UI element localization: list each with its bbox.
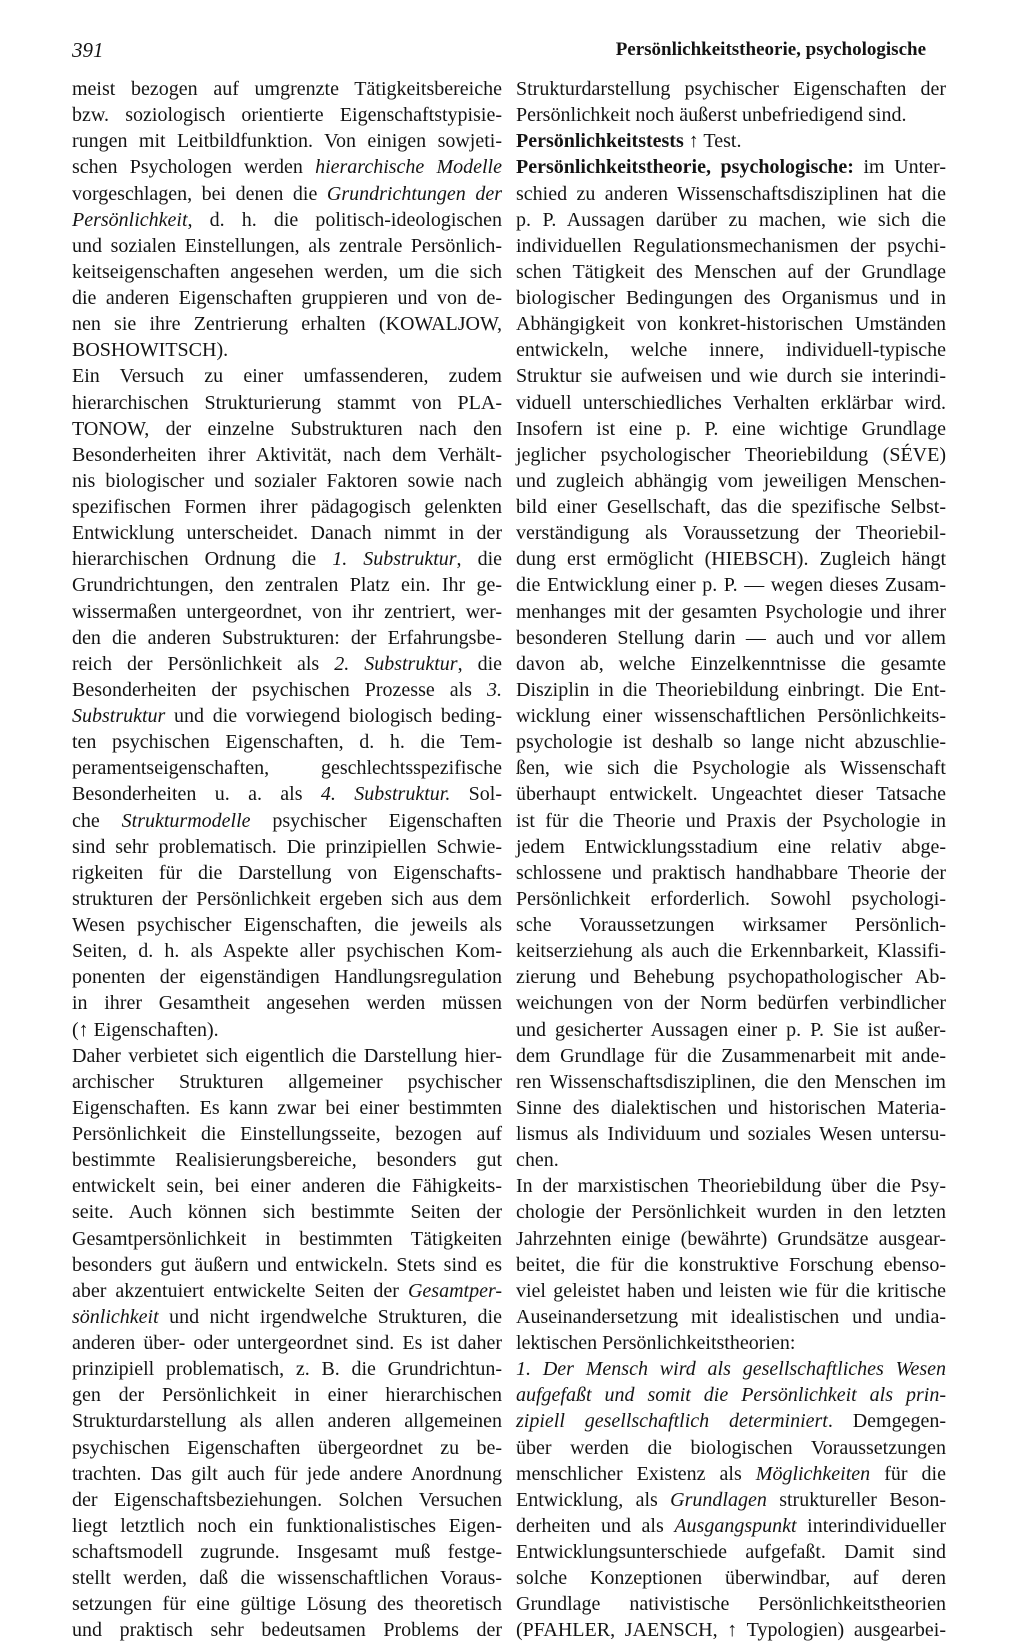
text-line: meist bezogen auf umgrenzte Tätigkeitsbereiche — [72, 78, 502, 100]
text-line: Strukturdarstellung als allen anderen allgemeinen — [72, 1410, 502, 1433]
text-line: 1. Der Mensch wird als gesellschaftliches Wesen — [516, 1358, 946, 1381]
text-line: chen. — [516, 1149, 559, 1172]
text-line: Insofern ist eine p. P. eine wichtige Grundlage — [516, 417, 946, 440]
text-line: davon ab, welche Einzelkenntnisse die gesamte — [516, 652, 946, 675]
text-line: viduell unterschiedliches Verhalten erklärbar wird. — [516, 391, 946, 414]
text-line: schlossene und praktisch handhabbare Theorie der — [516, 861, 946, 884]
text-line: nen sie ihre Zentrierung erhalten (KOWALJOW, — [72, 313, 502, 336]
text-line: sind sehr problematisch. Die prinzipiellen Schwie- — [72, 835, 502, 858]
text-line: Ein Versuch zu einer umfassenderen, zudem — [72, 365, 502, 388]
text-line: jedem Entwicklungsstadium eine relativ abge- — [516, 835, 946, 858]
text-line: verständigung als Voraussetzung der Theoriebil- — [516, 522, 946, 545]
text-line: anderen über- oder untergeordnet sind. Es ist daher — [72, 1332, 502, 1354]
text-line: entwickeln, welche innere, individuell-typische — [516, 339, 946, 362]
text-line: Grundrichtungen, den zentralen Platz ein. Ihr ge- — [72, 574, 502, 597]
text-line: individuellen Regulationsmechanismen der psychi- — [516, 234, 946, 257]
text-line: lismus als Individuum und soziales Wesen untersu- — [516, 1123, 946, 1145]
text-line: keitserziehung als auch die Erkennbarkeit, Klassifi- — [516, 940, 946, 963]
text-line: solche Konzeptionen überwindbar, auf deren — [516, 1567, 946, 1590]
text-line: jeglicher psychologischer Theoriebildung (SÉVE) — [516, 443, 946, 466]
text-line: Substruktur und die vorwiegend biologisch beding- — [72, 705, 502, 727]
text-line: Sinne des dialektischen und historischen Materia- — [516, 1096, 946, 1119]
text-line: aufgefaßt und somit die Persönlichkeit als prin- — [516, 1384, 946, 1407]
text-line: lektischen Persönlichkeitstheorien: — [516, 1332, 796, 1354]
text-line: liegt letztlich noch ein funktionalistisches Eigen- — [72, 1514, 502, 1537]
text-line: psychischen Eigenschaften übergeordnet zu be- — [72, 1436, 502, 1459]
text-line: Gesamtpersönlichkeit in bestimmten Tätigkeiten — [72, 1227, 502, 1250]
text-line: menhanges mit der gesamten Psychologie und ihrer — [516, 600, 946, 623]
running-head: Persönlichkeitstheorie, psychologische — [615, 39, 926, 60]
text-line: derheiten und als Ausgangspunkt interindividueller — [516, 1514, 946, 1537]
text-line: viel geleistet haben und leisten wie für die kritische — [516, 1279, 946, 1302]
text-line: beitet, die für die konstruktive Forschung ebenso- — [516, 1253, 946, 1276]
text-line: seite. Auch können sich bestimmte Seiten der — [72, 1201, 502, 1224]
text-line: und zugleich abhängig vom jeweiligen Menschen- — [516, 469, 946, 492]
text-line: Jahrzehnten einige (bewährte) Grundsätze ausgear- — [516, 1227, 946, 1250]
text-line: und praktisch sehr bedeutsamen Problems der — [72, 1619, 502, 1642]
text-line: den die anderen Substrukturen: der Erfahrungsbe- — [72, 626, 502, 649]
text-line: Disziplin in die Theoriebildung einbringt. Die Ent- — [516, 678, 946, 701]
text-line: Entwicklung unterscheidet. Danach nimmt in der — [72, 522, 502, 545]
text-line: hierarchischen Strukturierung stammt von PLA- — [72, 391, 502, 414]
text-line: setzungen für eine gültige Lösung des theoretisch — [72, 1593, 502, 1616]
text-line: und gesicherter Aussagen einer p. P. Sie ist außer- — [516, 1018, 946, 1041]
text-line: Entwicklungsunterschiede aufgefaßt. Damit sind — [516, 1541, 946, 1563]
text-line: vorgeschlagen, bei denen die Grundrichtungen der — [72, 182, 502, 205]
text-line: p. P. Aussagen darüber zu machen, wie sich die — [516, 208, 946, 231]
text-line: prinzipiell problematisch, z. B. die Grundrichtun- — [72, 1358, 502, 1381]
text-line: besonders gut äußern und entwickeln. Stets sind es — [72, 1253, 502, 1276]
text-line: Persönlichkeitstests ↑ Test. — [516, 130, 742, 153]
text-line: wicklung einer wissenschaftlichen Persönlichkeits- — [516, 705, 946, 727]
text-line: In der marxistischen Theoriebildung über die Psy- — [516, 1175, 946, 1198]
text-line: Wesen psychischer Eigenschaften, die jeweils als — [72, 914, 502, 936]
text-line: archischer Strukturen allgemeiner psychischer — [72, 1070, 502, 1093]
text-line: überhaupt entwickelt. Ungeachtet dieser Tatsache — [516, 783, 946, 806]
text-line: bzw. soziologisch orientierte Eigenschaftstypisie- — [72, 104, 502, 127]
text-line: BOSHOWITSCH). — [72, 339, 229, 362]
page-number: 391 — [72, 38, 104, 62]
text-line: Strukturdarstellung psychischer Eigenschaften der — [516, 78, 946, 100]
text-line: gen der Persönlichkeit in einer hierarchischen — [72, 1384, 502, 1407]
text-line: sönlichkeit und nicht irgendwelche Strukturen, die — [72, 1305, 502, 1328]
text-line: ponenten der eigenständigen Handlungsregulation — [72, 966, 502, 989]
text-line: reich der Persönlichkeit als 2. Substruktur, die — [72, 652, 503, 675]
text-line: dung erst ermöglicht (HIEBSCH). Zugleich hängt — [516, 548, 946, 571]
text-line: peramentseigenschaften, geschlechtsspezifische — [72, 757, 502, 780]
text-line: der Eigenschaftsbeziehungen. Solchen Versuchen — [72, 1488, 502, 1511]
text-line: weichungen von der Norm bedürfen verbindlicher — [516, 992, 946, 1015]
text-line: über werden die biologischen Voraussetzungen — [516, 1436, 946, 1459]
text-line: (↑ Eigenschaften). — [72, 1018, 219, 1041]
left-column — [72, 76, 502, 1644]
text-line: Besonderheiten ihrer Aktivität, nach dem Verhält- — [72, 443, 502, 466]
text-line: menschlicher Existenz als Möglichkeiten für die — [516, 1462, 946, 1485]
text-line: rigkeiten für die Darstellung von Eigenschafts- — [72, 861, 502, 884]
text-line: die anderen Eigenschaften gruppieren und von de- — [72, 287, 502, 309]
text-line: schen Psychologen werden hierarchische Modelle — [72, 156, 502, 179]
text-line: aber akzentuiert entwickelte Seiten der Gesamtper- — [72, 1279, 502, 1302]
text-line: die Entwicklung einer p. P. — wegen dieses Zusam- — [516, 574, 946, 597]
text-line: zierung und Behebung psychopathologischer Ab- — [516, 966, 946, 989]
text-line: entwickelt sein, bei einer anderen die Fähigkeits- — [72, 1175, 502, 1198]
text-line: Daher verbietet sich eigentlich die Darstellung hier- — [72, 1044, 502, 1067]
text-line: psychologie ist deshalb so lange nicht abzuschlie- — [516, 731, 946, 754]
text-line: Grundlage nativistische Persönlichkeitstheorien — [516, 1593, 946, 1616]
text-line: ist für die Theorie und Praxis der Psychologie in — [516, 809, 946, 832]
text-line: zipiell gesellschaftlich determiniert. Demgegen- — [516, 1410, 946, 1433]
text-line: hierarchischen Ordnung die 1. Substruktur, die — [72, 548, 502, 571]
text-line: Besonderheiten der psychischen Prozesse als 3. — [72, 678, 502, 701]
text-line: besonderen Stellung darin — auch und vor allem — [516, 626, 946, 649]
text-line: und sozialen Einstellungen, als zentrale Persönlich- — [72, 234, 502, 257]
text-line: ren Wissenschaftsdisziplinen, die den Menschen im — [516, 1070, 946, 1093]
text-line: biologischer Bedingungen des Organismus und in — [516, 287, 946, 309]
text-line: Abhängigkeit von konkret-historischen Umständen — [516, 313, 946, 336]
text-line: in ihrer Gesamtheit angesehen werden müssen — [72, 992, 502, 1015]
right-column — [516, 76, 946, 1644]
text-line: che Strukturmodelle psychischer Eigenschaften — [72, 809, 502, 832]
text-line: Persönlichkeit noch äußerst unbefriedigend sind. — [516, 104, 907, 127]
text-line: TONOW, der einzelne Substrukturen nach den — [72, 417, 502, 440]
text-line: Auseinandersetzung mit idealistischen und undia- — [516, 1305, 946, 1328]
text-line: spezifischen Formen ihrer pädagogisch gelenkten — [72, 496, 502, 518]
text-line: wissermaßen untergeordnet, von ihr zentriert, wer- — [72, 600, 502, 623]
text-line: keitseigenschaften angesehen werden, um die sich — [72, 260, 502, 283]
text-line: Entwicklung, als Grundlagen struktureller Beson- — [516, 1488, 946, 1511]
text-line: Eigenschaften. Es kann zwar bei einer bestimmten — [72, 1096, 502, 1119]
text-line: bild einer Gesellschaft, das die spezifische Selbst- — [516, 496, 946, 518]
text-line: nis biologischer und sozialer Faktoren sowie nach — [72, 469, 502, 492]
text-line: ßen, wie sich die Psychologie als Wissenschaft — [516, 757, 946, 780]
text-line: trachten. Das gilt auch für jede andere Anordnung — [72, 1462, 502, 1485]
text-line: chologie der Persönlichkeit wurden in den letzten — [516, 1201, 946, 1224]
text-line: rungen mit Leitbildfunktion. Von einigen sowjeti- — [72, 130, 502, 153]
text-line: bestimmte Realisierungsbereiche, besonders gut — [72, 1149, 502, 1172]
text-line: Persönlichkeit erforderlich. Sowohl psychologi- — [516, 887, 946, 910]
text-line: strukturen der Persönlichkeit ergeben sich aus dem — [72, 887, 502, 910]
text-line: schen Tätigkeit des Menschen auf der Grundlage — [516, 260, 946, 283]
text-line: sche Voraussetzungen wirksamer Persönlich- — [516, 914, 946, 936]
text-line: schaftsmodell zugrunde. Insgesamt muß festge- — [72, 1541, 502, 1563]
text-line: Seiten, d. h. als Aspekte aller psychischen Kom- — [72, 940, 502, 963]
text-line: Persönlichkeit, d. h. die politisch-ideologischen — [72, 208, 502, 231]
text-line: Besonderheiten u. a. als 4. Substruktur. Sol- — [72, 783, 503, 806]
text-line: ten psychischen Eigenschaften, d. h. die Tem- — [72, 731, 502, 754]
text-line: (PFAHLER, JAENSCH, ↑ Typologien) ausgearbei- — [516, 1619, 946, 1642]
text-line: Struktur sie aufweisen und wie durch sie interindi- — [516, 365, 946, 388]
text-line: Persönlichkeitstheorie, psychologische: im Unter- — [516, 156, 946, 179]
text-line: schied zu anderen Wissenschaftsdisziplinen hat die — [516, 182, 946, 205]
text-line: dem Grundlage für die Zusammenarbeit mit ande- — [516, 1044, 946, 1067]
text-line: stellt werden, daß die wissenschaftlichen Voraus- — [72, 1567, 502, 1590]
text-line: Persönlichkeit die Einstellungsseite, bezogen auf — [72, 1123, 502, 1145]
